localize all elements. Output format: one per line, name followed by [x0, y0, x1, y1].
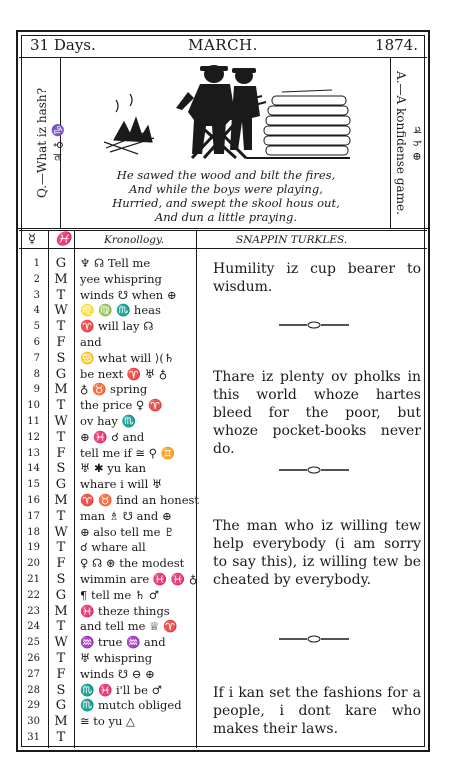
weekday-letter: G: [55, 698, 67, 714]
pisces-icon: ♓: [55, 232, 72, 247]
kronollogy-entry: and: [80, 335, 102, 349]
weekday-letter: F: [56, 335, 66, 350]
year-label: 1874.: [375, 36, 418, 54]
weekday-letter: M: [54, 271, 68, 287]
kronollogy-entry: ♌ ♍ ♏ heas: [80, 303, 161, 318]
weekday-letter: T: [56, 287, 66, 303]
weekday-letter: F: [56, 666, 66, 682]
day-number: 21: [27, 574, 40, 585]
kronollogy-entry: ≅ to yu △: [80, 714, 135, 729]
day-number: 7: [33, 352, 40, 364]
weekday-letter: M: [54, 714, 68, 730]
fire-icon: [104, 94, 154, 154]
weekday-letter: F: [56, 556, 66, 572]
kronollogy-entry: ♅ ✱ yu kan: [80, 461, 147, 476]
weekday-letter: S: [56, 572, 66, 587]
verse-line-1: He sawed the wood and bilt the fires,: [116, 168, 336, 182]
kronollogy-entry: ♈ will lay ☊: [80, 319, 154, 334]
kronollogy-entry: ♈ ♉ find an honest: [80, 493, 200, 507]
weekday-letter: T: [56, 651, 66, 666]
proverb-3: The man who iz willing tew help everybody (i am sorry to say this), iz willing tew be cheated by everybody.: [213, 518, 421, 588]
woodcut-illustration: [96, 62, 354, 164]
page-header: [16, 34, 430, 54]
separator-ornament-1: [279, 320, 349, 330]
kronollogy-entry: ov hay ♏: [80, 414, 136, 428]
col-divider-2: [74, 231, 75, 748]
kronollogy-entry: tell me if ≅ ⚲ ♊: [80, 445, 176, 460]
kronollogy-entry: winds ☋ when ⊕: [80, 287, 177, 302]
weekday-letter: T: [56, 508, 66, 524]
table-header-rule: [19, 248, 427, 249]
col-divider-1: [48, 231, 49, 748]
weekday-letter: T: [56, 319, 66, 335]
day-number: 1: [33, 258, 40, 269]
mercury-icon: ☿: [28, 232, 36, 247]
question-text: Q.—What iz hash?: [35, 87, 49, 199]
proverb-2: Thare iz plenty ov pholks in this world whoze hartes bleed for the poor, but whoze pocket-books never do.: [213, 369, 421, 457]
answer-side-panel: [390, 58, 429, 228]
day-number: 24: [27, 621, 40, 633]
weekday-letter: W: [54, 635, 68, 651]
kronollogy-entry: winds ☋ ⊖ ⊕: [80, 666, 155, 681]
weekday-letter: W: [54, 414, 68, 429]
col-divider-3: [196, 231, 197, 748]
kronollogy-entry: ♁ ♉ spring: [80, 382, 148, 397]
kronollogy-entry: ♆ ☊ Tell me: [80, 256, 151, 270]
weekday-letter: G: [55, 587, 67, 603]
day-number: 10: [27, 400, 40, 412]
weekday-letter: T: [56, 540, 66, 556]
kronollogy-entry: ♓ theze things: [80, 603, 170, 618]
weekday-letter: T: [56, 730, 66, 745]
weekday-letter: W: [54, 303, 68, 319]
separator-ornament-2: [279, 465, 349, 475]
kronollogy-entry: ⊕ also tell me ♇: [80, 524, 175, 539]
weekday-letter: W: [54, 524, 68, 540]
question-symbols: ♃ ♁ ♑: [51, 123, 65, 163]
day-number: 5: [33, 321, 40, 333]
day-number: 16: [27, 495, 40, 506]
kronollogy-entry: ☌ whare all: [80, 540, 146, 555]
day-number: 8: [33, 368, 40, 380]
weekday-letter: M: [54, 603, 68, 619]
weekday-letter: G: [55, 477, 67, 493]
verse-line-4: And dun a little praying.: [154, 210, 298, 224]
kronollogy-entry: and tell me ♕ ♈: [80, 619, 178, 634]
kronollogy-header: Kronollogy.: [104, 234, 164, 246]
weekday-letter: S: [56, 461, 66, 477]
kronollogy-entry: wimmin are ♓ ♓ ♁: [80, 572, 198, 586]
weekday-letter: F: [56, 445, 66, 461]
weekday-letter: T: [56, 398, 66, 414]
table-top-rule: [19, 230, 427, 231]
snappin-turkles-header: SNAPPIN TURKLES.: [236, 234, 348, 246]
day-number: 12: [27, 431, 40, 443]
kronollogy-entry: the price ♀ ♈: [80, 398, 163, 413]
verse-line-2: And while the boys were playing,: [129, 182, 323, 196]
proverb-1: Humility iz cup bearer to wisdum.: [213, 261, 421, 295]
weekday-letter: T: [56, 619, 66, 635]
weekday-letter: T: [56, 429, 66, 445]
verse-line-3: Hurried, and swept the skool hous out,: [112, 196, 340, 210]
day-number: 27: [27, 668, 40, 680]
answer-symbols: ♃ ♄ ⊕: [410, 125, 424, 161]
day-number: 28: [27, 684, 40, 696]
days-count: 31 Days.: [30, 36, 96, 54]
day-number: 2: [33, 273, 40, 285]
day-number: 13: [27, 447, 40, 459]
kronollogy-entry: ♅ whispring: [80, 651, 153, 665]
day-number: 20: [27, 558, 40, 570]
weekday-letter: G: [55, 256, 67, 271]
day-number: 6: [33, 337, 40, 348]
kronollogy-entry: ♏ ♓ i'll be ♂: [80, 682, 162, 697]
day-number: 15: [27, 479, 40, 491]
day-number: 14: [27, 463, 40, 475]
day-number: 9: [33, 384, 40, 396]
day-number: 19: [27, 542, 40, 554]
answer-text: A.—A konfidense game.: [394, 71, 408, 215]
day-number: 4: [33, 305, 40, 317]
kronollogy-entry: ⊕ ♓ ☌ and: [80, 429, 145, 444]
day-number: 18: [27, 526, 40, 538]
kronollogy-entry: whare i will ♅: [80, 477, 163, 492]
boy-silhouette: [230, 68, 260, 150]
log-pile-icon: [246, 90, 350, 158]
kronollogy-entry: yee whispring: [80, 271, 162, 286]
weekday-letter: S: [56, 350, 66, 366]
kronollogy-entry: ¶ tell me ♄ ♂: [80, 587, 160, 602]
proverb-4: If i kan set the fashions for a people, i dont kare who makes their laws.: [213, 685, 421, 737]
weekday-letter: M: [54, 493, 68, 508]
separator-ornament-3: [279, 634, 349, 644]
kronollogy-entry: ♀ ☊ ⊛ the modest: [80, 556, 185, 571]
kronollogy-entry: be next ♈ ♅ ♁: [80, 366, 168, 381]
day-number: 30: [27, 716, 40, 728]
weekday-letter: M: [54, 382, 68, 398]
day-number: 29: [27, 700, 40, 712]
day-number: 23: [27, 605, 40, 617]
day-number: 25: [27, 637, 40, 649]
day-number: 22: [27, 589, 40, 601]
weekday-letter: G: [55, 366, 67, 382]
kronollogy-entry: man ♗ ☋ and ⊕: [80, 508, 172, 523]
day-number: 3: [33, 289, 40, 301]
day-number: 11: [27, 416, 40, 427]
kronollogy-entry: ♏ mutch obliged: [80, 698, 182, 713]
day-number: 31: [27, 732, 40, 743]
kronollogy-entry: ♒ true ♒ and: [80, 635, 166, 650]
weekday-letter: S: [56, 682, 66, 698]
header-rule: [19, 57, 427, 58]
day-number: 26: [27, 653, 40, 664]
question-side-panel: [22, 58, 65, 228]
month-title: MARCH.: [188, 36, 258, 54]
kronollogy-entry: ♋ what will ⟩(♄: [80, 350, 175, 365]
day-number: 17: [27, 510, 40, 522]
